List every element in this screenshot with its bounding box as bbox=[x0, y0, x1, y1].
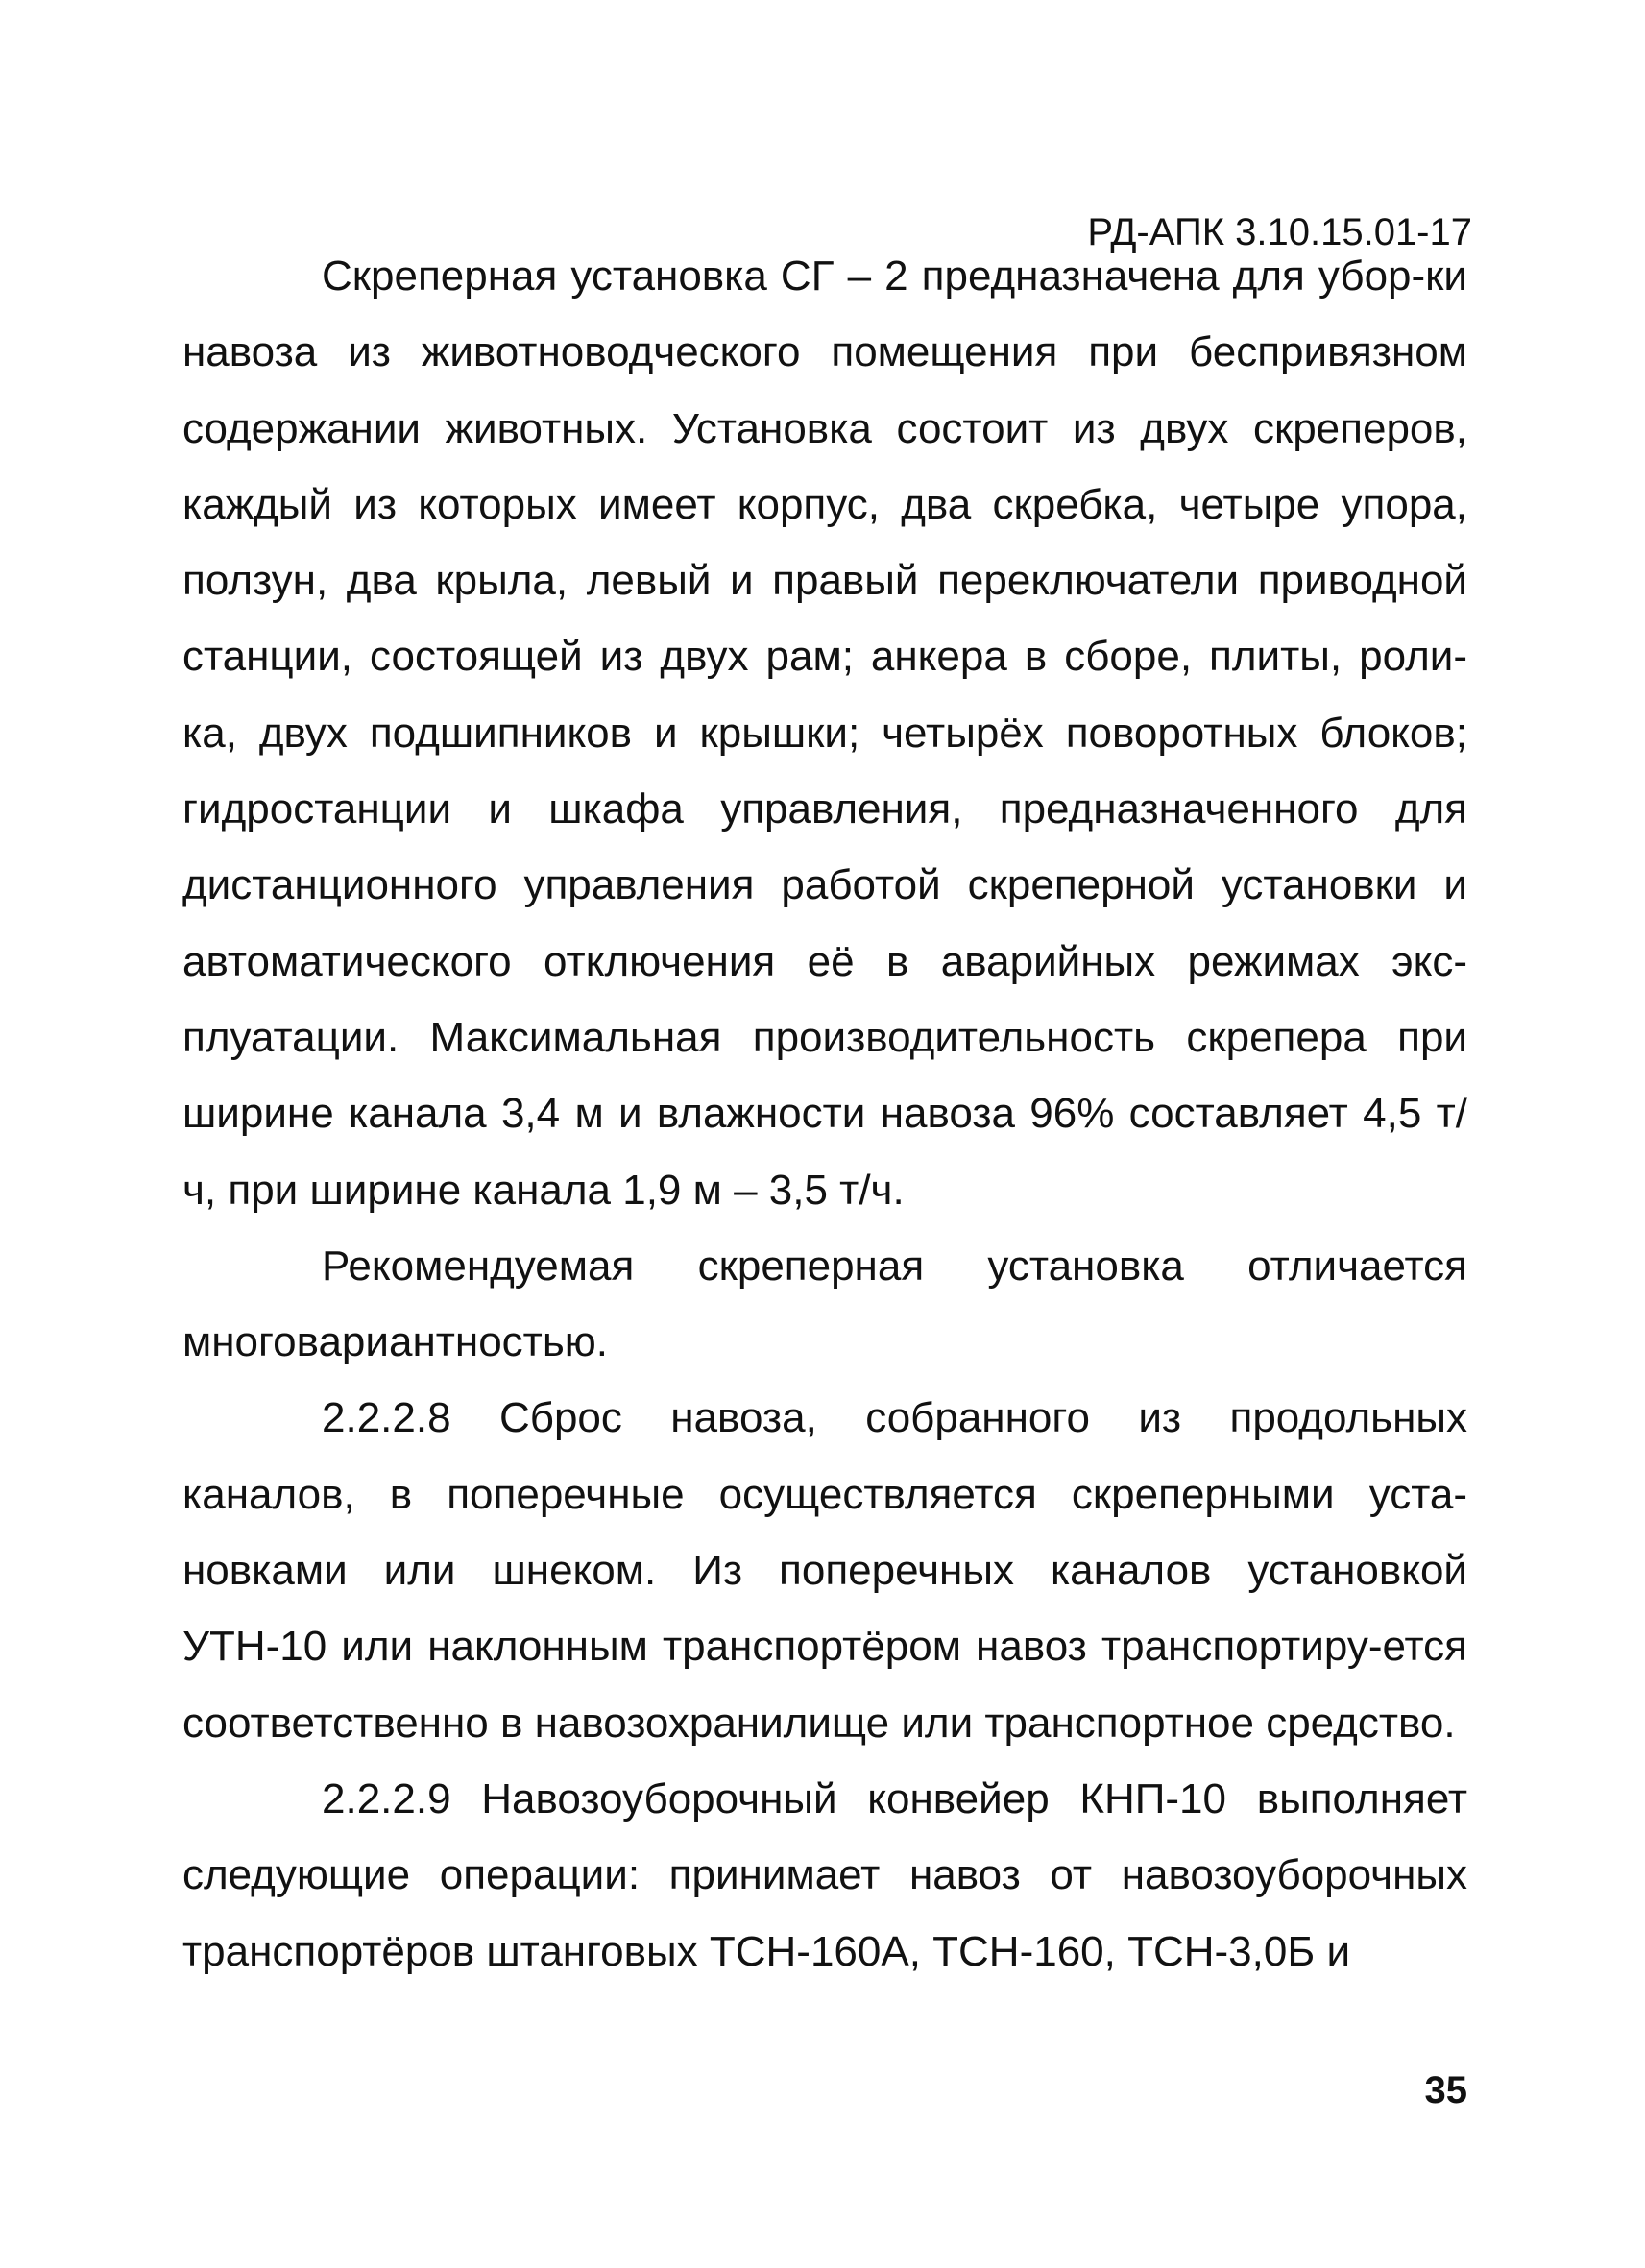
paragraph-2-2-2-9: 2.2.2.9 Навозоуборочный конвейер КНП-10 выполняет следующие операции: принимает навоз от навозоуборочных транспортёров штанговых ТСН-160А, ТСН-160, ТСН-3,0Б и bbox=[182, 1774, 1467, 1975]
paragraph-recommended-installation: Рекомендуемая скреперная установка отличается многовариантностью. bbox=[182, 1242, 1467, 1366]
paragraph-scraper-installation: Скреперная установка СГ – 2 предназначена для убор-ки навоза из животноводческого помещения при беспривязном содержании животных. Установка состоит из двух скреперов, каждый из которых имеет корпус, два скребка, четыре упора, ползун, два крыла, левый и правый переключатели приводной станции, состоящей из двух рам; анкера в сборе, плиты, роли-ка, двух подшипников и крышки; четырёх поворотных блоков; гидростанции и шкафа управления, предназначенного для дистанционного управления работой скреперной установки и автоматического отключения её в аварийных режимах экс-плуатации. Максимальная производительность скрепера при ширине канала 3,4 м и влажности навоза 96% составляет 4,5 т/ч, при ширине канала 1,9 м – 3,5 т/ч. bbox=[182, 253, 1467, 1214]
document-code: РД-АПК 3.10.15.01-17 bbox=[1087, 211, 1472, 253]
body-text bbox=[182, 238, 1467, 1990]
page-number: 35 bbox=[1424, 2069, 1467, 2111]
paragraph-2-2-2-8: 2.2.2.8 Сброс навоза, собранного из продольных каналов, в поперечные осуществляется скреперными уста-новками или шнеком. Из поперечных каналов установкой УТН-10 или наклонным транспортёром навоз транспортиру-ется соответственно в навозохранилище или транспортное средство. bbox=[182, 1394, 1467, 1747]
